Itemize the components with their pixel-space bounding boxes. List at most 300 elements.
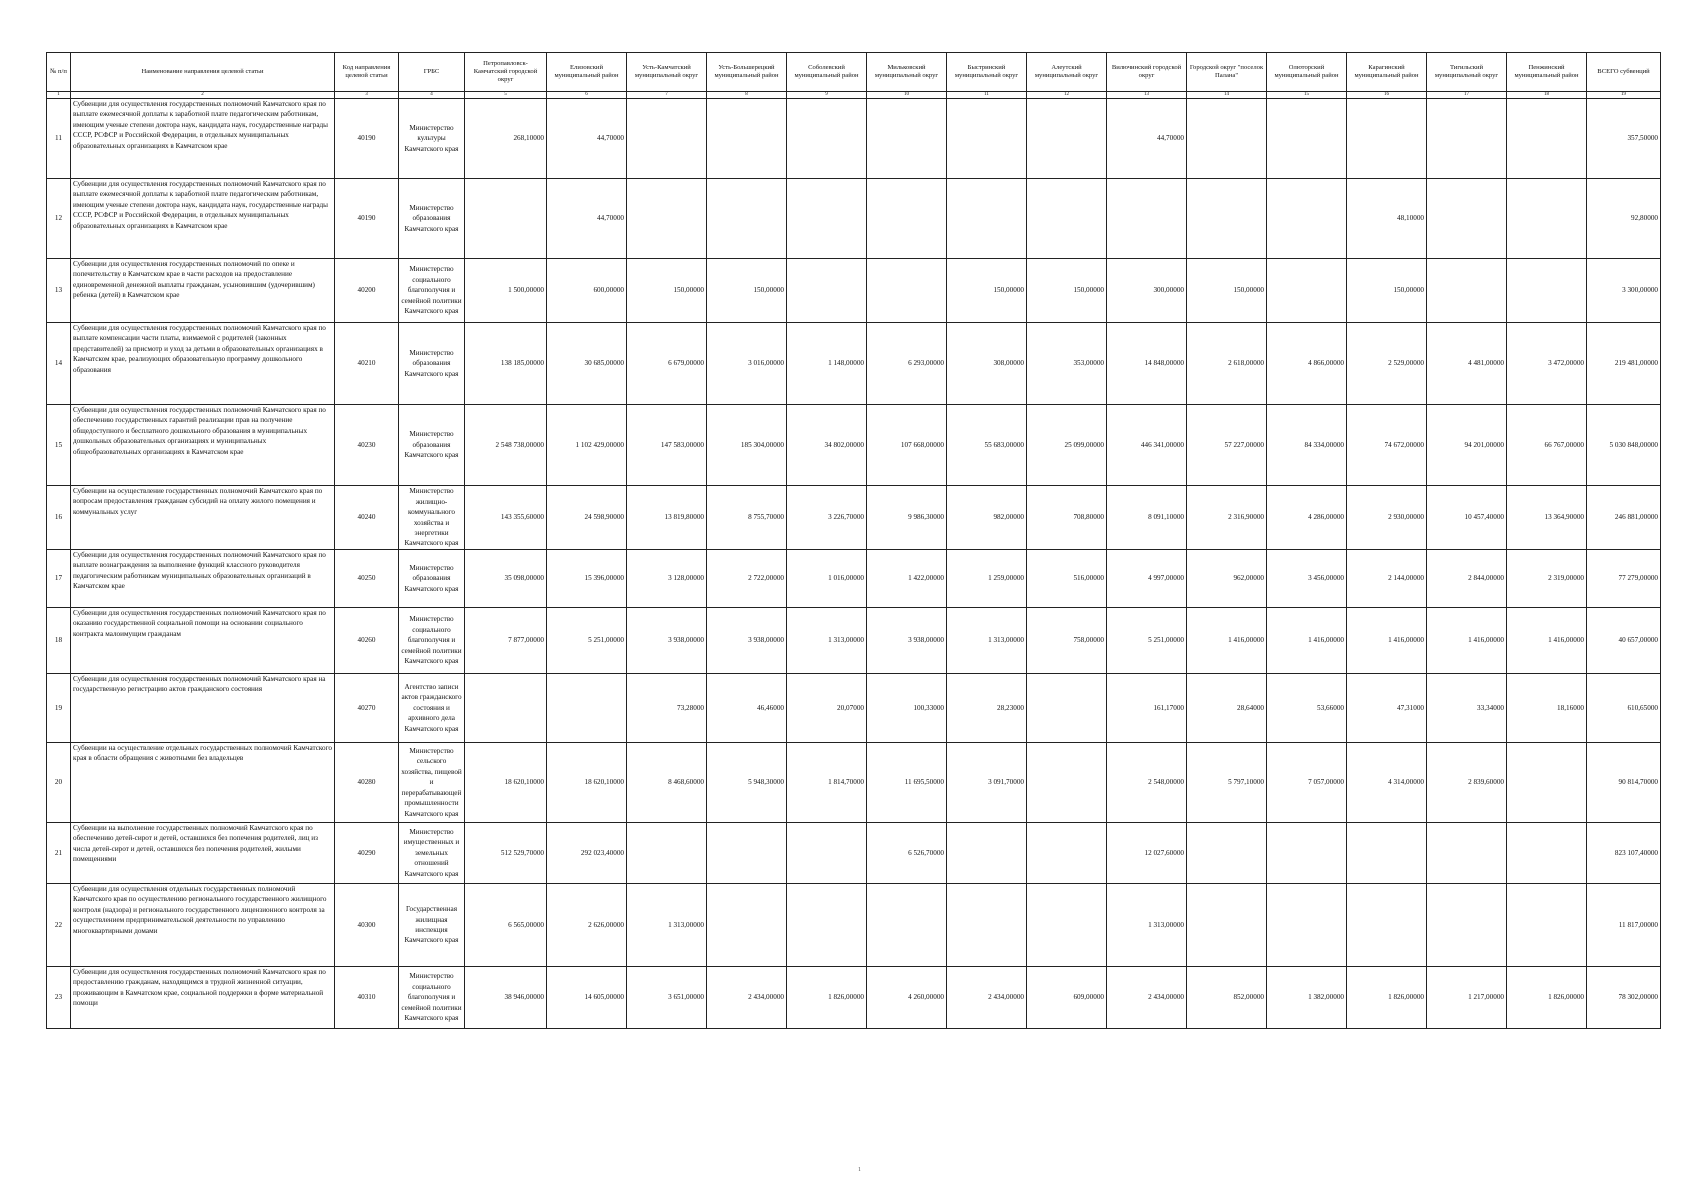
- row-value: [707, 179, 787, 259]
- row-total: 219 481,00000: [1587, 323, 1661, 405]
- row-value: 150,00000: [1187, 259, 1267, 323]
- header-municipality: Быстринский муниципальный округ: [947, 53, 1027, 92]
- row-name: Субвенции для осуществления государственных полномочий Камчатского края по выплате компенсации части платы, взимаемой с родителей (законных представителей) за присмотр и уход за детьми в образовательных организациях в Камчатском крае, реализующих образовательную программу дошкольного образования: [71, 323, 335, 405]
- row-value: 2 548,00000: [1107, 743, 1187, 823]
- table-row: [47, 674, 1661, 743]
- column-number: 12: [1027, 92, 1107, 99]
- row-value: 3 226,70000: [787, 486, 867, 550]
- row-value: 150,00000: [1027, 259, 1107, 323]
- column-number: 14: [1187, 92, 1267, 99]
- table-row: [47, 608, 1661, 674]
- row-grbs: Министерство жилищно-коммунального хозяйства и энергетики Камчатского края: [399, 486, 465, 550]
- row-value: 4 260,00000: [867, 967, 947, 1029]
- row-name: Субвенции на осуществление отдельных государственных полномочий Камчатского края в области обращения с животными без владельцев: [71, 743, 335, 823]
- row-value: 3 938,00000: [707, 608, 787, 674]
- row-value: 11 695,50000: [867, 743, 947, 823]
- header-code: Код направления целевой статьи: [335, 53, 399, 92]
- row-value: 25 099,00000: [1027, 405, 1107, 486]
- row-value: 46,46000: [707, 674, 787, 743]
- column-number: 6: [547, 92, 627, 99]
- column-number: 19: [1587, 92, 1661, 99]
- row-value: [1027, 823, 1107, 884]
- row-value: [547, 674, 627, 743]
- row-value: 852,00000: [1187, 967, 1267, 1029]
- row-value: 9 986,30000: [867, 486, 947, 550]
- row-name: Субвенции для осуществления государственных полномочий по опеке и попечительству в Камчатском крае в части расходов на предоставление единовременной денежной выплаты гражданам, усыновившим (удочерившим) ребенка (детей) в Камчатском крае: [71, 259, 335, 323]
- row-value: [1027, 179, 1107, 259]
- header-municipality: Елизовский муниципальный район: [547, 53, 627, 92]
- row-value: [707, 99, 787, 179]
- row-value: 6 293,00000: [867, 323, 947, 405]
- header-municipality: Олюторский муниципальный район: [1267, 53, 1347, 92]
- table-row: [47, 99, 1661, 179]
- row-value: 6 565,00000: [465, 884, 547, 967]
- row-value: [1427, 179, 1507, 259]
- row-value: 66 767,00000: [1507, 405, 1587, 486]
- row-value: 1 416,00000: [1267, 608, 1347, 674]
- subventions-table: [46, 52, 1661, 1029]
- row-value: [787, 99, 867, 179]
- row-name: Субвенции для осуществления государственных полномочий Камчатского края по предоставлению гражданам, находящимся в трудной жизненной ситуации, проживающим в Камчатском крае, социальной поддержки в форме материальной помощи: [71, 967, 335, 1029]
- row-number: 23: [47, 967, 71, 1029]
- column-number-row: [47, 92, 1661, 99]
- column-number: 4: [399, 92, 465, 99]
- row-value: 2 839,60000: [1427, 743, 1507, 823]
- row-value: [1187, 99, 1267, 179]
- row-value: 18 620,10000: [465, 743, 547, 823]
- row-value: [627, 99, 707, 179]
- row-value: [1027, 674, 1107, 743]
- row-value: [1107, 179, 1187, 259]
- row-value: [947, 884, 1027, 967]
- column-number: 10: [867, 92, 947, 99]
- row-value: 8 091,10000: [1107, 486, 1187, 550]
- row-value: 7 057,00000: [1267, 743, 1347, 823]
- column-number: 7: [627, 92, 707, 99]
- row-value: 708,80000: [1027, 486, 1107, 550]
- row-value: 2 434,00000: [707, 967, 787, 1029]
- row-value: 94 201,00000: [1427, 405, 1507, 486]
- row-value: [1427, 99, 1507, 179]
- row-value: 600,00000: [547, 259, 627, 323]
- row-value: 1 416,00000: [1507, 608, 1587, 674]
- row-grbs: Агентство записи актов гражданского состояния и архивного дела Камчатского края: [399, 674, 465, 743]
- column-number: 2: [71, 92, 335, 99]
- row-code: 40230: [335, 405, 399, 486]
- row-total: 40 657,00000: [1587, 608, 1661, 674]
- row-grbs: Министерство образования Камчатского края: [399, 323, 465, 405]
- row-value: [867, 884, 947, 967]
- row-code: 40200: [335, 259, 399, 323]
- row-number: 17: [47, 550, 71, 608]
- row-value: 24 598,90000: [547, 486, 627, 550]
- row-value: 34 802,00000: [787, 405, 867, 486]
- row-value: 4 866,00000: [1267, 323, 1347, 405]
- row-value: [1427, 259, 1507, 323]
- table-row: [47, 179, 1661, 259]
- row-name: Субвенции для осуществления государственных полномочий Камчатского края по обеспечению государственных гарантий реализации прав на получение общедоступного и бесплатного дошкольного образования в муниципальных дошкольных образовательных организациях и муниципальных общеобразовательных организациях в Камчатском крае: [71, 405, 335, 486]
- row-value: 3 938,00000: [627, 608, 707, 674]
- column-number: 15: [1267, 92, 1347, 99]
- row-code: 40190: [335, 179, 399, 259]
- row-value: 1 826,00000: [787, 967, 867, 1029]
- row-value: 12 027,60000: [1107, 823, 1187, 884]
- row-grbs: Министерство сельского хозяйства, пищевой и перерабатывающей промышленности Камчатского края: [399, 743, 465, 823]
- row-value: [1187, 884, 1267, 967]
- row-value: 3 456,00000: [1267, 550, 1347, 608]
- header-municipality: Карагинский муниципальный район: [1347, 53, 1427, 92]
- row-number: 14: [47, 323, 71, 405]
- row-value: 55 683,00000: [947, 405, 1027, 486]
- row-value: 33,34000: [1427, 674, 1507, 743]
- row-value: [627, 823, 707, 884]
- row-value: 2 434,00000: [947, 967, 1027, 1029]
- row-value: 2 548 738,00000: [465, 405, 547, 486]
- row-grbs: Министерство социального благополучия и семейной политики Камчатского края: [399, 967, 465, 1029]
- row-value: [1427, 884, 1507, 967]
- column-number: 5: [465, 92, 547, 99]
- row-value: 138 185,00000: [465, 323, 547, 405]
- row-value: 5 251,00000: [1107, 608, 1187, 674]
- row-value: 15 396,00000: [547, 550, 627, 608]
- header-municipality: Усть-Камчатский муниципальный округ: [627, 53, 707, 92]
- row-code: 40240: [335, 486, 399, 550]
- row-value: 2 529,00000: [1347, 323, 1427, 405]
- row-total: 90 814,70000: [1587, 743, 1661, 823]
- row-value: 5 948,30000: [707, 743, 787, 823]
- row-grbs: Министерство образования Камчатского края: [399, 405, 465, 486]
- column-number: 1: [47, 92, 71, 99]
- row-name: Субвенции для осуществления государственных полномочий Камчатского края по выплате ежемесячной доплаты к заработной плате педагогическим работникам, имеющим ученые степени доктора наук, кандидата наук, государственные награды СССР, РСФСР и Российской Федерации, в отдельных муниципальных образовательных организациях в Камчатском крае: [71, 179, 335, 259]
- row-value: 8 468,60000: [627, 743, 707, 823]
- row-value: 300,00000: [1107, 259, 1187, 323]
- row-value: 150,00000: [627, 259, 707, 323]
- row-value: 292 023,40000: [547, 823, 627, 884]
- header-total: ВСЕГО субвенций: [1587, 53, 1661, 92]
- row-total: 78 302,00000: [1587, 967, 1661, 1029]
- row-value: 7 877,00000: [465, 608, 547, 674]
- row-value: 1 416,00000: [1187, 608, 1267, 674]
- row-value: [787, 179, 867, 259]
- header-municipality: Городской округ "поселок Палана": [1187, 53, 1267, 92]
- row-total: 11 817,00000: [1587, 884, 1661, 967]
- row-value: 2 618,00000: [1187, 323, 1267, 405]
- row-grbs: Министерство культуры Камчатского края: [399, 99, 465, 179]
- row-code: 40290: [335, 823, 399, 884]
- row-value: 3 651,00000: [627, 967, 707, 1029]
- row-value: 57 227,00000: [1187, 405, 1267, 486]
- header-num: № п/п: [47, 53, 71, 92]
- row-value: [787, 259, 867, 323]
- row-value: [947, 823, 1027, 884]
- page-mark: 1: [858, 1167, 861, 1173]
- row-value: 8 755,70000: [707, 486, 787, 550]
- row-value: 147 583,00000: [627, 405, 707, 486]
- column-number: 11: [947, 92, 1027, 99]
- row-value: 84 334,00000: [1267, 405, 1347, 486]
- row-name: Субвенции для осуществления отдельных государственных полномочий Камчатского края по осуществлению регионального государственного жилищного контроля (надзора) и регионального государственного лицензионного контроля за осуществлением предпринимательской деятельности по управлению многоквартирными домами: [71, 884, 335, 967]
- row-value: 2 930,00000: [1347, 486, 1427, 550]
- row-value: 308,00000: [947, 323, 1027, 405]
- row-value: 3 091,70000: [947, 743, 1027, 823]
- row-value: 2 144,00000: [1347, 550, 1427, 608]
- row-value: [1347, 99, 1427, 179]
- row-grbs: Министерство имущественных и земельных отношений Камчатского края: [399, 823, 465, 884]
- row-value: [947, 99, 1027, 179]
- row-value: 3 938,00000: [867, 608, 947, 674]
- row-name: Субвенции для осуществления государственных полномочий Камчатского края на государственную регистрацию актов гражданского состояния: [71, 674, 335, 743]
- row-value: [1187, 179, 1267, 259]
- row-value: 6 526,70000: [867, 823, 947, 884]
- row-value: 1 313,00000: [627, 884, 707, 967]
- row-value: [707, 823, 787, 884]
- table-row: [47, 405, 1661, 486]
- row-value: 962,00000: [1187, 550, 1267, 608]
- row-value: 28,64000: [1187, 674, 1267, 743]
- row-value: 1 259,00000: [947, 550, 1027, 608]
- header-municipality: Алеутский муниципальный округ: [1027, 53, 1107, 92]
- row-value: 73,28000: [627, 674, 707, 743]
- column-number: 18: [1507, 92, 1587, 99]
- row-number: 11: [47, 99, 71, 179]
- row-name: Субвенции для осуществления государственных полномочий Камчатского края по оказанию государственной социальной помощи на основании социального контракта малоимущим гражданам: [71, 608, 335, 674]
- row-total: 3 300,00000: [1587, 259, 1661, 323]
- row-value: [867, 99, 947, 179]
- row-grbs: Министерство социального благополучия и семейной политики Камчатского края: [399, 608, 465, 674]
- row-value: 5 251,00000: [547, 608, 627, 674]
- row-number: 21: [47, 823, 71, 884]
- row-value: 758,00000: [1027, 608, 1107, 674]
- table-row: [47, 823, 1661, 884]
- row-grbs: Государственная жилищная инспекция Камчатского края: [399, 884, 465, 967]
- row-value: [1267, 179, 1347, 259]
- table-row: [47, 486, 1661, 550]
- row-value: 14 605,00000: [547, 967, 627, 1029]
- row-value: 609,00000: [1027, 967, 1107, 1029]
- row-value: 35 098,00000: [465, 550, 547, 608]
- row-value: 4 997,00000: [1107, 550, 1187, 608]
- row-value: 48,10000: [1347, 179, 1427, 259]
- row-value: 10 457,40000: [1427, 486, 1507, 550]
- row-value: 1 217,00000: [1427, 967, 1507, 1029]
- row-value: 1 814,70000: [787, 743, 867, 823]
- row-value: 1 313,00000: [947, 608, 1027, 674]
- row-value: 1 148,00000: [787, 323, 867, 405]
- row-value: 100,33000: [867, 674, 947, 743]
- row-value: 4 286,00000: [1267, 486, 1347, 550]
- row-value: [1507, 823, 1587, 884]
- row-value: 516,00000: [1027, 550, 1107, 608]
- row-value: 18 620,10000: [547, 743, 627, 823]
- row-value: 53,66000: [1267, 674, 1347, 743]
- row-value: 1 416,00000: [1427, 608, 1507, 674]
- row-value: 353,00000: [1027, 323, 1107, 405]
- row-value: [787, 823, 867, 884]
- column-number: 9: [787, 92, 867, 99]
- row-value: [1507, 179, 1587, 259]
- row-name: Субвенции для осуществления государственных полномочий Камчатского края по выплате ежемесячной доплаты к заработной плате педагогическим работникам, имеющим ученые степени доктора наук, кандидата наук, государственные награды СССР, РСФСР и Российской Федерации, в отдельных муниципальных образовательных организациях в Камчатском крае: [71, 99, 335, 179]
- row-value: 13 364,90000: [1507, 486, 1587, 550]
- header-municipality: Вилючинский городской округ: [1107, 53, 1187, 92]
- row-total: 610,65000: [1587, 674, 1661, 743]
- row-value: 44,70000: [547, 99, 627, 179]
- row-value: 2 434,00000: [1107, 967, 1187, 1029]
- row-total: 357,50000: [1587, 99, 1661, 179]
- row-value: 1 313,00000: [1107, 884, 1187, 967]
- row-value: 2 626,00000: [547, 884, 627, 967]
- row-value: [787, 884, 867, 967]
- row-value: [1507, 259, 1587, 323]
- row-value: [465, 179, 547, 259]
- row-value: [1347, 823, 1427, 884]
- row-value: 2 844,00000: [1427, 550, 1507, 608]
- header-grbs: ГРБС: [399, 53, 465, 92]
- row-value: 1 826,00000: [1507, 967, 1587, 1029]
- row-total: 823 107,40000: [1587, 823, 1661, 884]
- row-grbs: Министерство образования Камчатского края: [399, 550, 465, 608]
- row-value: 3 472,00000: [1507, 323, 1587, 405]
- column-number: 8: [707, 92, 787, 99]
- row-total: 5 030 848,00000: [1587, 405, 1661, 486]
- table-row: [47, 967, 1661, 1029]
- row-value: 2 319,00000: [1507, 550, 1587, 608]
- row-number: 16: [47, 486, 71, 550]
- row-value: 1 102 429,00000: [547, 405, 627, 486]
- row-value: 18,16000: [1507, 674, 1587, 743]
- row-value: 1 422,00000: [867, 550, 947, 608]
- row-value: 107 668,00000: [867, 405, 947, 486]
- row-value: [1267, 259, 1347, 323]
- row-value: [1187, 823, 1267, 884]
- row-name: Субвенции для осуществления государственных полномочий Камчатского края по выплате вознаграждения за выполнение функций классного руководителя педагогическим работникам муниципальных образовательных организаций в Камчатском крае: [71, 550, 335, 608]
- row-value: 14 848,00000: [1107, 323, 1187, 405]
- row-total: 246 881,00000: [1587, 486, 1661, 550]
- row-value: 150,00000: [707, 259, 787, 323]
- row-grbs: Министерство социального благополучия и семейной политики Камчатского края: [399, 259, 465, 323]
- row-value: [707, 884, 787, 967]
- row-value: [1347, 884, 1427, 967]
- row-value: 3 128,00000: [627, 550, 707, 608]
- row-value: 28,23000: [947, 674, 1027, 743]
- row-value: 5 797,10000: [1187, 743, 1267, 823]
- row-value: 38 946,00000: [465, 967, 547, 1029]
- row-number: 20: [47, 743, 71, 823]
- row-number: 15: [47, 405, 71, 486]
- row-code: 40250: [335, 550, 399, 608]
- column-number: 16: [1347, 92, 1427, 99]
- row-value: 446 341,00000: [1107, 405, 1187, 486]
- row-value: 143 355,60000: [465, 486, 547, 550]
- row-value: 30 685,00000: [547, 323, 627, 405]
- row-value: [1027, 99, 1107, 179]
- row-value: 150,00000: [1347, 259, 1427, 323]
- row-value: [1427, 823, 1507, 884]
- row-number: 12: [47, 179, 71, 259]
- row-value: 268,10000: [465, 99, 547, 179]
- row-value: [1027, 743, 1107, 823]
- table-row: [47, 884, 1661, 967]
- row-value: [947, 179, 1027, 259]
- row-name: Субвенции на осуществление государственных полномочий Камчатского края по вопросам предоставления гражданам субсидий на оплату жилого помещения и коммунальных услуг: [71, 486, 335, 550]
- row-value: [627, 179, 707, 259]
- table-row: [47, 743, 1661, 823]
- row-value: 1 500,00000: [465, 259, 547, 323]
- row-value: 20,07000: [787, 674, 867, 743]
- row-value: 150,00000: [947, 259, 1027, 323]
- row-value: 44,70000: [1107, 99, 1187, 179]
- column-number: 13: [1107, 92, 1187, 99]
- row-value: 13 819,80000: [627, 486, 707, 550]
- column-number: 17: [1427, 92, 1507, 99]
- row-code: 40280: [335, 743, 399, 823]
- row-number: 13: [47, 259, 71, 323]
- row-code: 40310: [335, 967, 399, 1029]
- row-total: 92,80000: [1587, 179, 1661, 259]
- row-value: 1 016,00000: [787, 550, 867, 608]
- row-code: 40270: [335, 674, 399, 743]
- row-value: 6 679,00000: [627, 323, 707, 405]
- row-value: 1 826,00000: [1347, 967, 1427, 1029]
- row-value: [867, 179, 947, 259]
- row-number: 18: [47, 608, 71, 674]
- header-municipality: Усть-Большерецкий муниципальный район: [707, 53, 787, 92]
- table-row: [47, 323, 1661, 405]
- row-value: 982,00000: [947, 486, 1027, 550]
- header-row: [47, 53, 1661, 92]
- row-value: 47,31000: [1347, 674, 1427, 743]
- row-value: 2 316,90000: [1187, 486, 1267, 550]
- row-value: [867, 259, 947, 323]
- row-value: 4 314,00000: [1347, 743, 1427, 823]
- row-code: 40190: [335, 99, 399, 179]
- row-value: [1507, 884, 1587, 967]
- row-value: 74 672,00000: [1347, 405, 1427, 486]
- row-code: 40260: [335, 608, 399, 674]
- row-value: 4 481,00000: [1427, 323, 1507, 405]
- row-value: 3 016,00000: [707, 323, 787, 405]
- row-value: [465, 674, 547, 743]
- header-municipality: Соболевский муниципальный район: [787, 53, 867, 92]
- row-value: 185 304,00000: [707, 405, 787, 486]
- row-name: Субвенции на выполнение государственных полномочий Камчатского края по обеспечению детей-сирот и детей, оставшихся без попечения родителей, лиц из числа детей-сирот и детей, оставшихся без попечения родителей, жилыми помещениями: [71, 823, 335, 884]
- row-total: 77 279,00000: [1587, 550, 1661, 608]
- header-municipality: Тигильский муниципальный округ: [1427, 53, 1507, 92]
- row-value: 1 313,00000: [787, 608, 867, 674]
- row-value: [1267, 823, 1347, 884]
- row-value: 44,70000: [547, 179, 627, 259]
- row-grbs: Министерство образования Камчатского края: [399, 179, 465, 259]
- header-municipality: Мильковский муниципальный округ: [867, 53, 947, 92]
- row-code: 40300: [335, 884, 399, 967]
- row-value: 2 722,00000: [707, 550, 787, 608]
- header-municipality: Пенжинский муниципальный район: [1507, 53, 1587, 92]
- row-number: 22: [47, 884, 71, 967]
- header-name: Наименование направления целевой статьи: [71, 53, 335, 92]
- row-value: 512 529,70000: [465, 823, 547, 884]
- table-row: [47, 259, 1661, 323]
- row-value: [1027, 884, 1107, 967]
- column-number: 3: [335, 92, 399, 99]
- row-value: [1267, 884, 1347, 967]
- row-number: 19: [47, 674, 71, 743]
- row-value: [1267, 99, 1347, 179]
- row-code: 40210: [335, 323, 399, 405]
- row-value: 1 382,00000: [1267, 967, 1347, 1029]
- row-value: 161,17000: [1107, 674, 1187, 743]
- row-value: [1507, 743, 1587, 823]
- row-value: [1507, 99, 1587, 179]
- row-value: 1 416,00000: [1347, 608, 1427, 674]
